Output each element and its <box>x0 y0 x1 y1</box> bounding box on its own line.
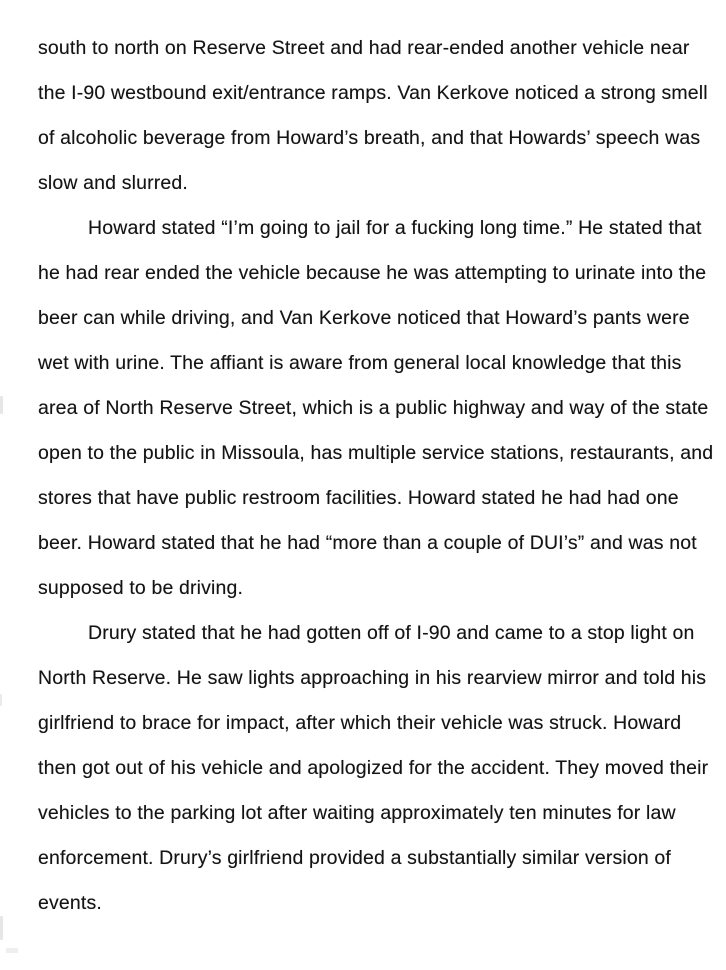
text-line: he had rear ended the vehicle because he was attempting to urinate into the <box>38 262 707 284</box>
text-line: vehicles to the parking lot after waiting approximately ten minutes for law <box>38 802 676 824</box>
paragraph <box>38 611 709 926</box>
text-line: area of North Reserve Street, which is a public highway and way of the state <box>38 397 709 419</box>
scan-artifact <box>0 916 3 940</box>
text-line: then got out of his vehicle and apologized for the accident. They moved their <box>38 757 709 779</box>
text-line: Howard stated “I’m going to jail for a fucking long time.” He stated that <box>88 217 702 239</box>
affidavit-text <box>38 26 714 926</box>
text-line: enforcement. Drury’s girlfriend provided a substantially similar version of <box>38 847 671 869</box>
text-line: supposed to be driving. <box>38 577 244 599</box>
scan-artifact <box>0 396 3 414</box>
text-line: south to north on Reserve Street and had rear-ended another vehicle near <box>38 37 690 59</box>
text-line: beer. Howard stated that he had “more than a couple of DUI’s” and was not <box>38 532 697 554</box>
scan-artifact <box>0 694 2 706</box>
paragraph <box>38 206 714 611</box>
text-line: wet with urine. The affiant is aware from general local knowledge that this <box>38 352 682 374</box>
text-line: the I-90 westbound exit/entrance ramps. Van Kerkove noticed a strong smell <box>38 82 708 104</box>
text-line: open to the public in Missoula, has multiple service stations, restaurants, and <box>38 442 714 464</box>
text-line: girlfriend to brace for impact, after which their vehicle was struck. Howard <box>38 712 682 734</box>
text-line: slow and slurred. <box>38 172 188 194</box>
paragraph <box>38 26 708 206</box>
text-line: of alcoholic beverage from Howard’s breath, and that Howards’ speech was <box>38 127 701 149</box>
text-line: Drury stated that he had gotten off of I-90 and came to a stop light on <box>88 622 695 644</box>
text-line: beer can while driving, and Van Kerkove noticed that Howard’s pants were <box>38 307 690 329</box>
text-line: stores that have public restroom facilities. Howard stated he had had one <box>38 487 679 509</box>
text-line: North Reserve. He saw lights approaching in his rearview mirror and told his <box>38 667 707 689</box>
text-line: events. <box>38 892 102 914</box>
scan-artifact <box>6 948 18 953</box>
